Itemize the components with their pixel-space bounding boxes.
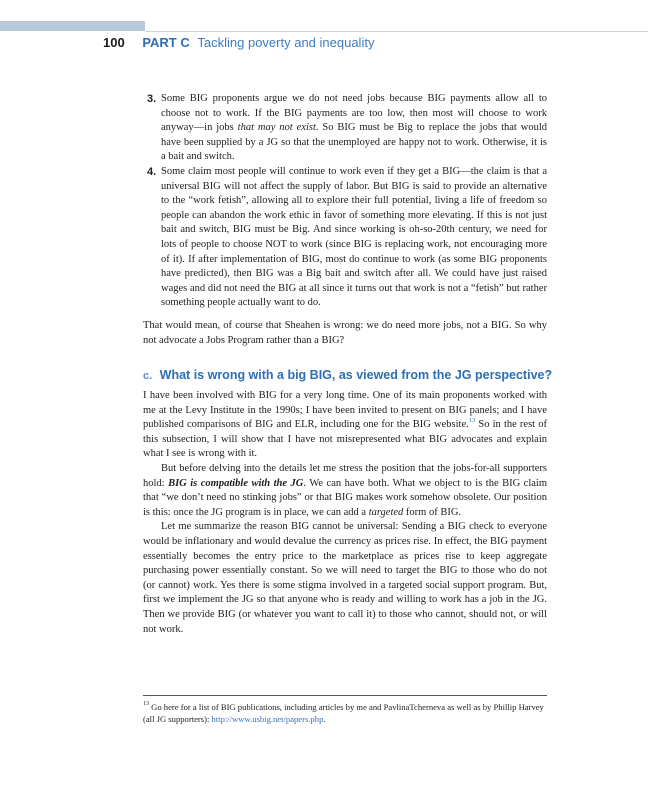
text-segment: I have been involved with BIG for a very long time. One of its main proponents worked with me at the Levy Institute in the 1990s; I have been invited to present on BIG panels; and I have published comparisons of BIG and ELR, including one for the BIG website.	[143, 390, 547, 431]
text-segment: . We can have both. What we object to is the BIG claim that “we don’t need no stinking jobs” or that BIG makes work somehow obsolete. Our position is this: once the JG program is in place, we can add a	[143, 477, 547, 518]
section-letter: c.	[143, 370, 153, 383]
running-header	[103, 34, 374, 52]
text-segment: BIG is compatible with the JG	[168, 477, 304, 489]
paragraph	[143, 520, 547, 637]
body-text	[143, 92, 553, 637]
text-segment: But before delving into the details let me stress the position that the jobs-for-all supporters hold:	[143, 463, 547, 489]
chapter-title: Tackling poverty and inequality	[197, 35, 375, 50]
footnote	[143, 701, 547, 725]
footnote-ref[interactable]: 13	[468, 417, 476, 425]
text-segment: that may not exist	[237, 122, 316, 134]
footnote-rule	[143, 695, 547, 696]
text-segment: . So BIG must be Big to replace the jobs that would have been supplied by a JG so that the unemployed are happy not to work. Otherwise, it is a bait and switch.	[161, 122, 547, 163]
list-item	[143, 165, 547, 311]
paragraph	[143, 462, 547, 520]
section-body	[143, 389, 547, 637]
numbered-list	[143, 92, 547, 311]
list-item-number: 4.	[147, 165, 157, 178]
footnote-number: 13	[143, 701, 149, 707]
closing-paragraph: That would mean, of course that Sheahen is wrong: we do need more jobs, not a BIG. So why not advocate a Jobs Program rather than a BIG?	[143, 319, 547, 346]
text-segment: Some claim most people will continue to work even if they get a BIG—the claim is that a universal BIG will not affect the supply of labor. But BIG is said to provide an alternative to the “work fetish”, allowing all to explore their full potential, living a life of freedom so people can abandon the work ethic in favor of something more elevating. If this is not just bait and switch, BIG must be Big. And since working is oh-so-20th century, we need for lots of people to choose NOT to work (since BIG is replacing work, not encouraging more of it). If after implementation of BIG, most do continue to work (as some BIG proponents have predicted), then BIG was a Big bait and switch after all. We could have just raised wages and did not need the BIG at all since it turns out that work is not a “fetish” but rather something people actually want to do.	[161, 165, 547, 309]
footnote-text: Go here for a list of BIG publications, including articles by me and PavlinaTcherneva as well as by Phillip Harvey (all JG supporters):	[143, 702, 544, 724]
list-item-number: 3.	[147, 93, 157, 105]
part-label: PART C	[142, 35, 190, 50]
footnote-link[interactable]: http://www.usbig.net/papers.php	[211, 714, 324, 724]
section-title: What is wrong with a big BIG, as viewed from the JG perspective?	[159, 368, 553, 383]
header-color-bar	[0, 21, 145, 31]
list-item	[143, 92, 547, 165]
page-number: 100	[103, 35, 125, 50]
footnote-end: .	[323, 714, 326, 724]
text-segment: Some BIG proponents argue we do not need jobs because BIG payments allow all to choose not to work. If the BIG payments are too low, then most will choose to work anyway—in jobs	[161, 93, 547, 134]
section-heading	[143, 367, 553, 384]
text-segment: form of BIG.	[403, 506, 462, 518]
paragraph	[143, 389, 547, 462]
text-segment: So in the rest of this subsection, I will show that I have not misrepresented what BIG advocates and explain what I see is wrong with it.	[143, 419, 547, 460]
text-segment: targeted	[368, 506, 404, 518]
header-rule	[145, 31, 648, 32]
text-segment: Let me summarize the reason BIG cannot be universal: Sending a BIG check to everyone would be inflationary and would devalue the currency as prices rise. In effect, the BIG payment essentially becomes the entry price to the marketplace as prices rise to keep aggregate purchasing power essentially constant. So we will need to target the BIG to those who do not (or cannot) work. Yes there is some stigma involved in a targeted social support program. But, first we implement the JG so that anyone who is ready and willing to work has a job in the JG. Then we provide BIG (or whatever you want to call it) to those who cannot, should not, or will not work.	[143, 521, 547, 635]
